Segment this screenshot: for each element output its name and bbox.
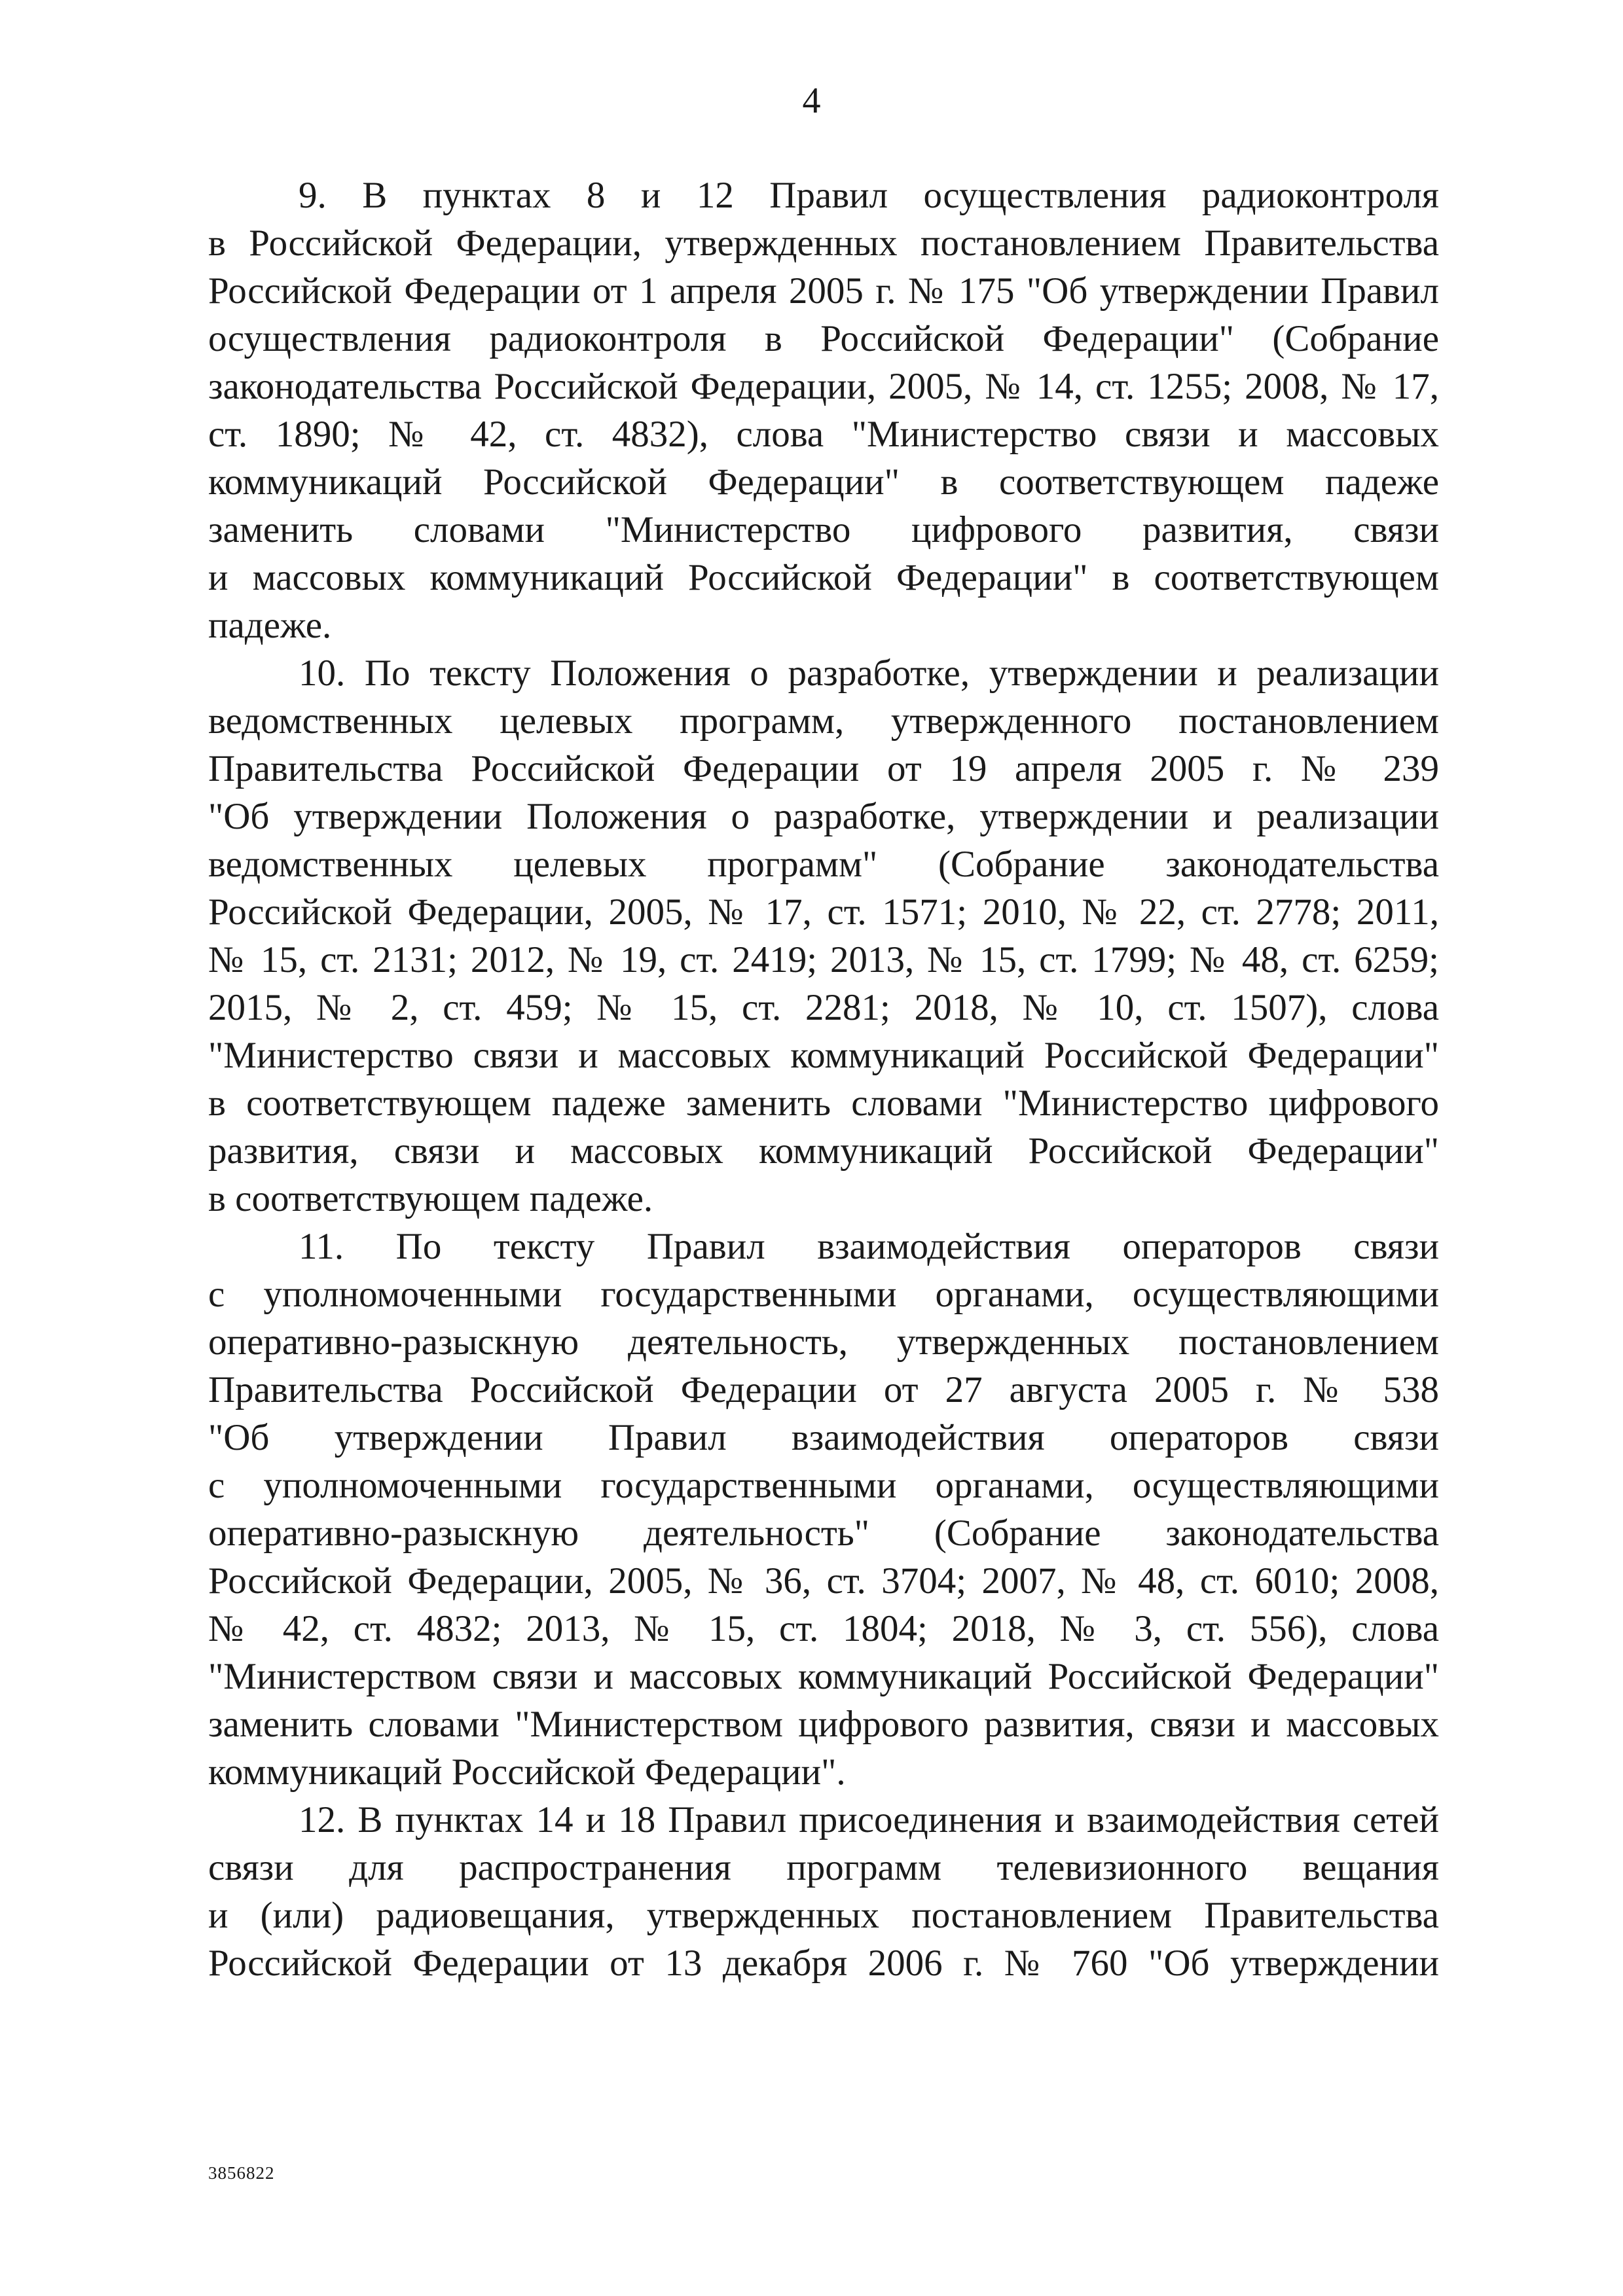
paragraph-line: в соответствующем падеже. [208, 1178, 653, 1219]
paragraph-line: заменить словами "Министерство цифрового развития, связи [208, 509, 1439, 550]
paragraph-line: в Российской Федерации, утвержденных постановлением Правительства [208, 223, 1439, 264]
paragraph-line: 12. В пунктах 14 и 18 Правил присоединения и взаимодействия сетей [299, 1799, 1439, 1840]
paragraph-line: Российской Федерации, 2005, № 17, ст. 1571; 2010, № 22, ст. 2778; 2011, [208, 891, 1439, 933]
paragraph-line: "Министерством связи и массовых коммуникаций Российской Федерации" [208, 1656, 1439, 1697]
paragraph-line: с уполномоченными государственными органами, осуществляющими [208, 1274, 1439, 1315]
paragraph-line: 2015, № 2, ст. 459; № 15, ст. 2281; 2018, № 10, ст. 1507), слова [208, 987, 1439, 1028]
paragraph-line: "Об утверждении Положения о разработке, утверждении и реализации [208, 796, 1439, 837]
paragraph-line: оперативно-разыскную деятельность" (Собрание законодательства [208, 1513, 1439, 1554]
paragraph-10 [208, 649, 1439, 1223]
paragraph-line: № 15, ст. 2131; 2012, № 19, ст. 2419; 2013, № 15, ст. 1799; № 48, ст. 6259; [208, 939, 1439, 980]
paragraph-line: развития, связи и массовых коммуникаций Российской Федерации" [208, 1130, 1439, 1172]
paragraph-12 [208, 1796, 1439, 1987]
paragraph-line: законодательства Российской Федерации, 2005, № 14, ст. 1255; 2008, № 17, [208, 366, 1439, 407]
paragraph-line: осуществления радиоконтроля в Российской Федерации" (Собрание [208, 318, 1439, 359]
paragraph-line: 10. По тексту Положения о разработке, утверждении и реализации [299, 653, 1439, 694]
paragraph-line: оперативно-разыскную деятельность, утвержденных постановлением [208, 1321, 1439, 1363]
paragraph-line: Правительства Российской Федерации от 19 апреля 2005 г. № 239 [208, 748, 1439, 789]
paragraph-line: Правительства Российской Федерации от 27 августа 2005 г. № 538 [208, 1369, 1439, 1410]
paragraph-line: ведомственных целевых программ" (Собрание законодательства [208, 844, 1439, 885]
paragraph-line: падеже. [208, 605, 332, 646]
paragraph-line: и массовых коммуникаций Российской Федерации" в соответствующем [208, 557, 1439, 598]
paragraph-line: 9. В пунктах 8 и 12 Правил осуществления радиоконтроля [299, 175, 1439, 216]
paragraph-line: ведомственных целевых программ, утвержденного постановлением [208, 700, 1439, 742]
page-number: 4 [802, 81, 821, 121]
paragraph-line: № 42, ст. 4832; 2013, № 15, ст. 1804; 2018, № 3, ст. 556), слова [208, 1608, 1439, 1649]
document-body [208, 171, 1439, 1987]
paragraph-line: и (или) радиовещания, утвержденных постановлением Правительства [208, 1895, 1439, 1936]
paragraph-line: "Об утверждении Правил взаимодействия операторов связи [208, 1417, 1439, 1458]
paragraph-line: коммуникаций Российской Федерации" в соответствующем падеже [208, 461, 1439, 503]
paragraph-line: связи для распространения программ телевизионного вещания [208, 1847, 1439, 1888]
paragraph-line: ст. 1890; № 42, ст. 4832), слова "Министерство связи и массовых [208, 414, 1439, 455]
paragraph-line: в соответствующем падеже заменить словами "Министерство цифрового [208, 1083, 1439, 1124]
paragraph-line: с уполномоченными государственными органами, осуществляющими [208, 1465, 1439, 1506]
paragraph-line: Российской Федерации от 13 декабря 2006 г. № 760 "Об утверждении [208, 1943, 1439, 1984]
document-code: 3856822 [208, 2163, 275, 2183]
paragraph-line: 11. По тексту Правил взаимодействия операторов связи [299, 1226, 1439, 1267]
paragraph-line: Российской Федерации от 1 апреля 2005 г. № 175 "Об утверждении Правил [208, 270, 1439, 312]
paragraph-line: коммуникаций Российской Федерации". [208, 1751, 846, 1793]
paragraph-line: Российской Федерации, 2005, № 36, ст. 3704; 2007, № 48, ст. 6010; 2008, [208, 1560, 1439, 1602]
paragraph-11 [208, 1223, 1439, 1796]
paragraph-line: "Министерство связи и массовых коммуникаций Российской Федерации" [208, 1035, 1439, 1076]
paragraph-9 [208, 171, 1439, 649]
paragraph-line: заменить словами "Министерством цифрового развития, связи и массовых [208, 1704, 1439, 1745]
